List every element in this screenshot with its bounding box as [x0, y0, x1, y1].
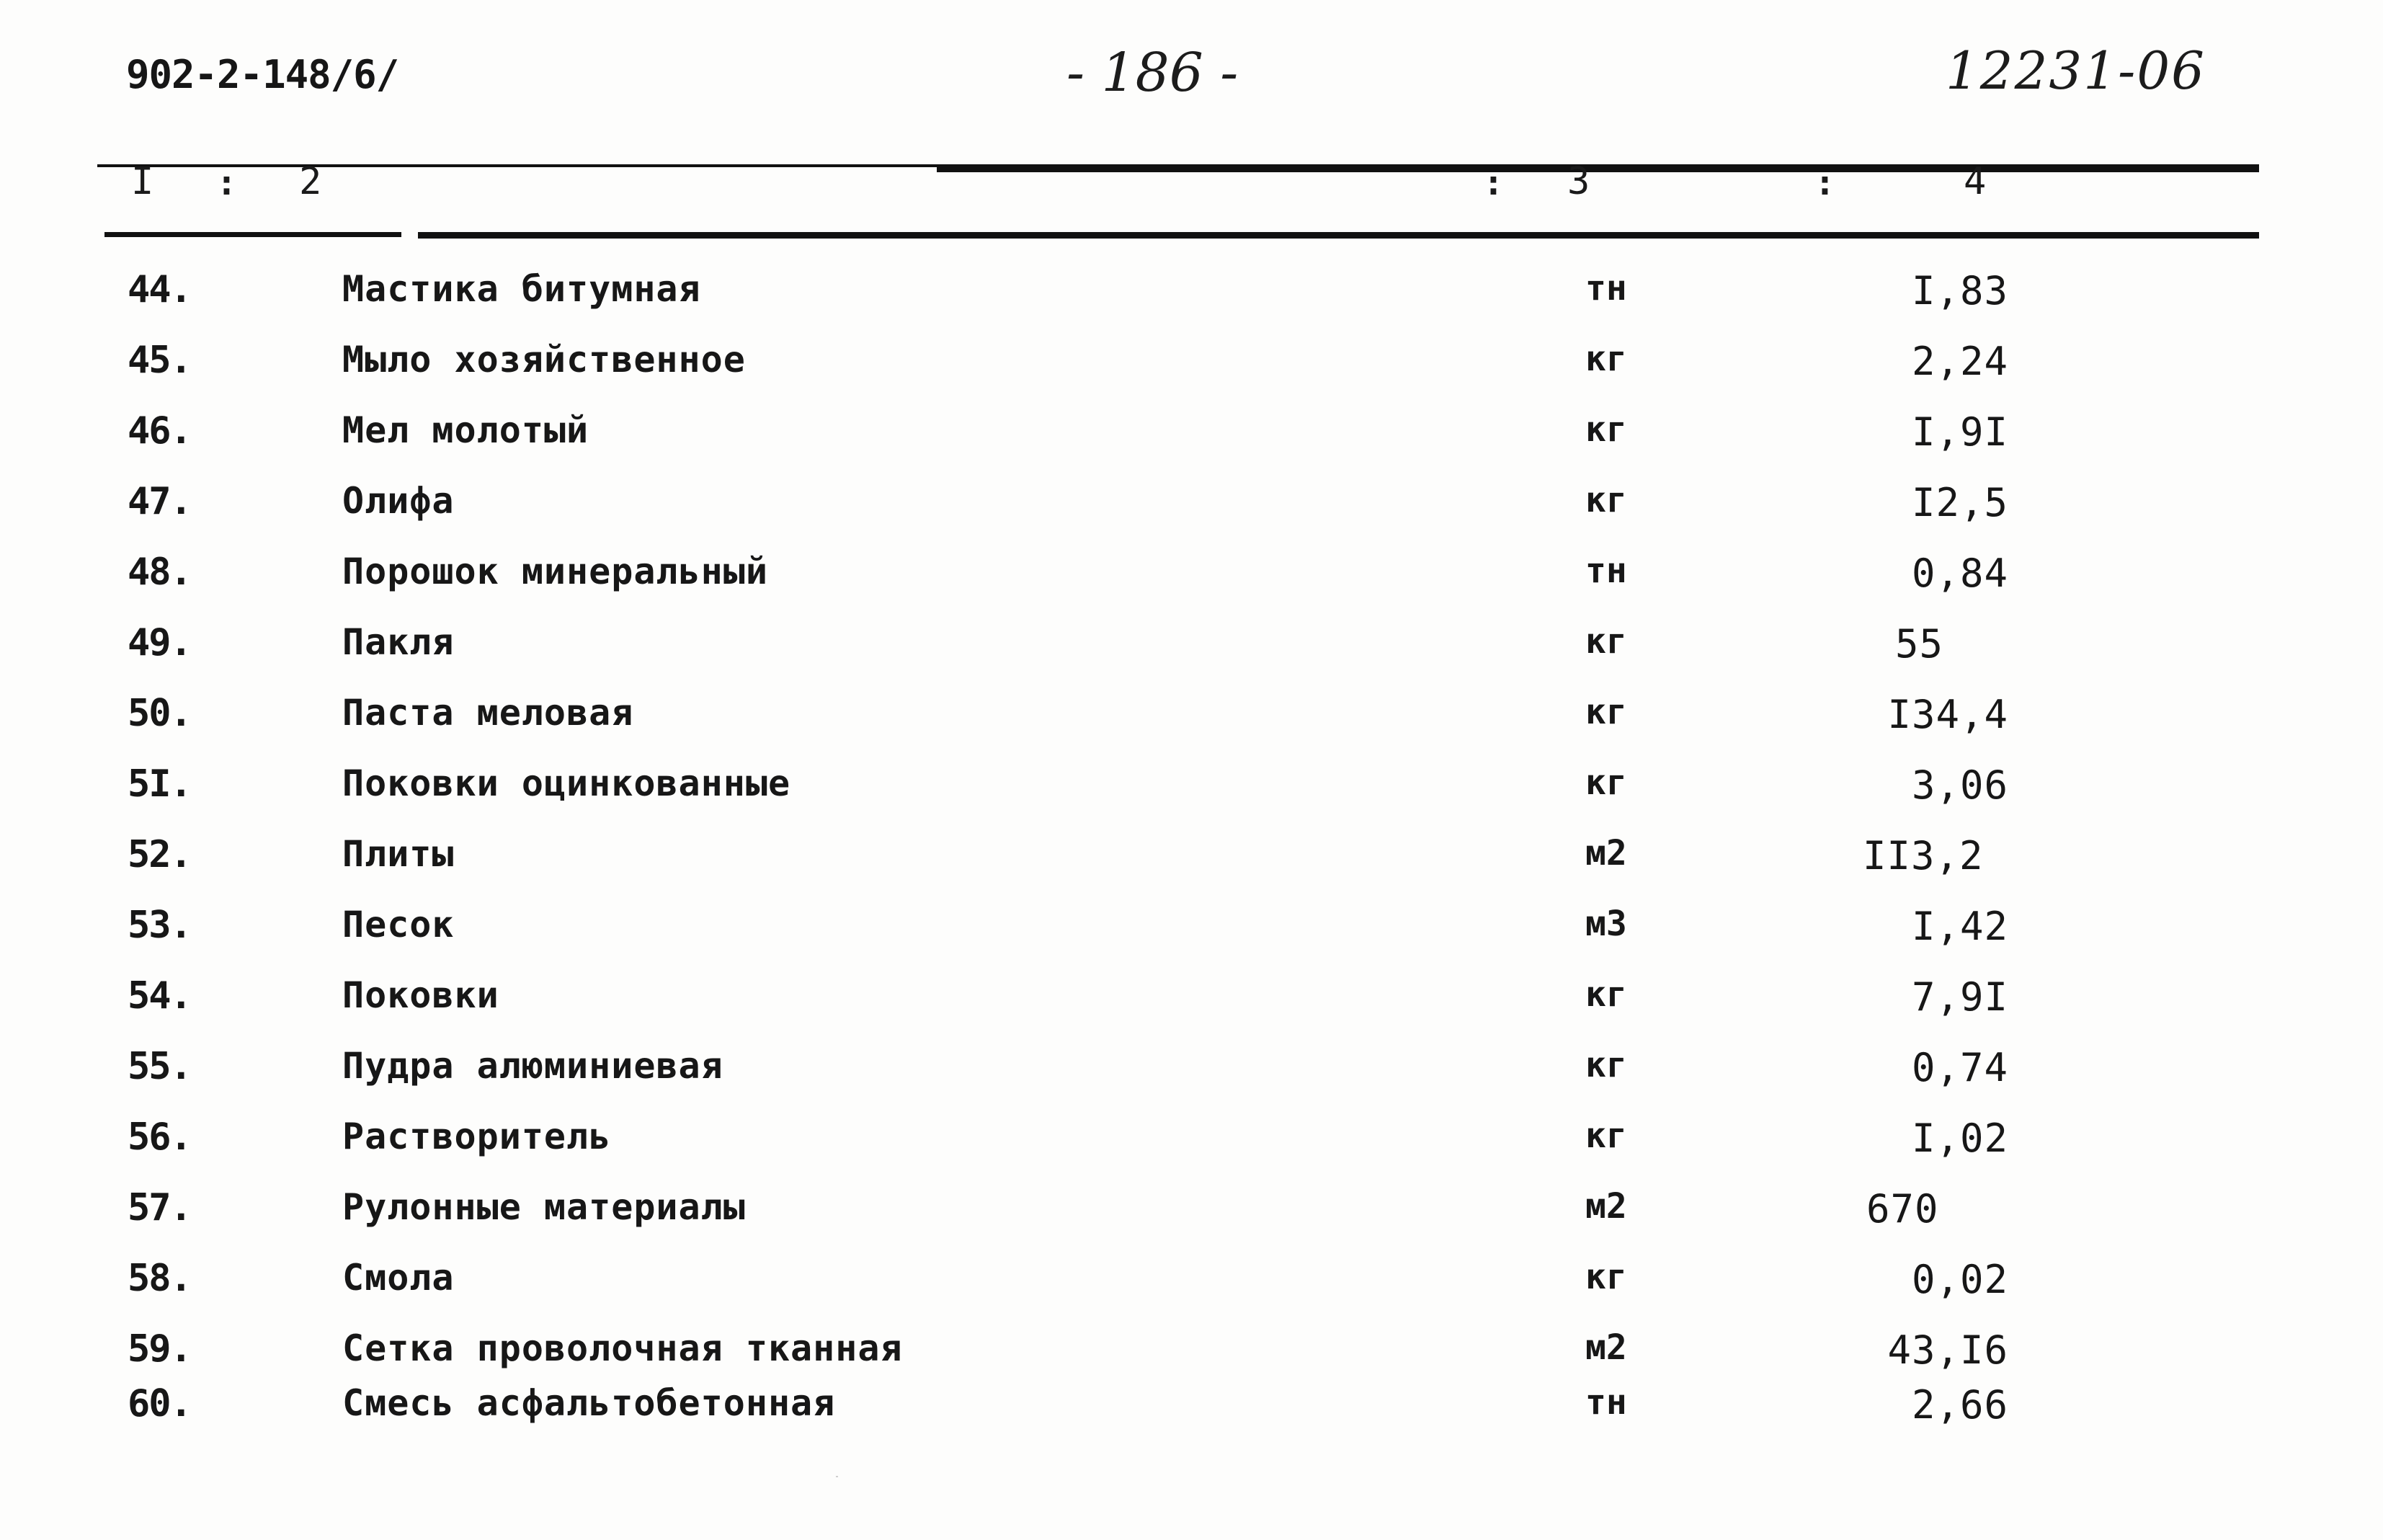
table-row — [0, 1186, 2383, 1244]
row-number: 55. — [128, 1045, 191, 1088]
material-name: Поковки оцинкованные — [342, 762, 791, 804]
material-name: Сетка проволочная тканная — [342, 1327, 903, 1369]
column-separator: : — [1814, 163, 1835, 203]
column-separator: : — [1483, 163, 1504, 203]
quantity: 3,06 — [1911, 762, 2008, 808]
table-row — [0, 1382, 2383, 1440]
header-bottom-rule — [418, 232, 2259, 239]
row-number: 46. — [128, 409, 191, 453]
unit-of-measure: тн — [1585, 1382, 1627, 1423]
unit-of-measure: кг — [1585, 974, 1627, 1015]
material-name: Пакля — [342, 621, 455, 663]
table-row — [0, 621, 2383, 679]
quantity: 2,66 — [1911, 1382, 2008, 1428]
table-row — [0, 1257, 2383, 1314]
table-row — [0, 762, 2383, 820]
material-name: Пудра алюминиевая — [342, 1045, 723, 1087]
unit-of-measure: кг — [1585, 762, 1627, 803]
unit-of-measure: тн — [1585, 268, 1627, 308]
quantity: I34,4 — [1887, 692, 2008, 737]
row-number: 53. — [128, 904, 191, 947]
row-number: 56. — [128, 1116, 191, 1159]
quantity: 7,9I — [1911, 974, 2008, 1020]
column-header-4: 4 — [1964, 160, 1987, 203]
row-number: 45. — [128, 339, 191, 382]
material-name: Мыло хозяйственное — [342, 339, 746, 380]
table-row — [0, 268, 2383, 326]
table-row — [0, 974, 2383, 1032]
unit-of-measure: кг — [1585, 621, 1627, 662]
quantity: 0,02 — [1911, 1257, 2008, 1302]
document-code: 902-2-148/6/ — [126, 52, 399, 97]
unit-of-measure: кг — [1585, 339, 1627, 379]
unit-of-measure: кг — [1585, 692, 1627, 732]
material-name: Смола — [342, 1257, 455, 1299]
table-row — [0, 551, 2383, 608]
material-name: Олифа — [342, 480, 455, 522]
page-number: - 186 - — [1066, 42, 1239, 104]
row-number: 60. — [128, 1382, 191, 1425]
column-header-1: I — [131, 160, 154, 203]
unit-of-measure: тн — [1585, 551, 1627, 591]
quantity: 0,84 — [1911, 551, 2008, 596]
quantity: 0,74 — [1911, 1045, 2008, 1090]
row-number: 48. — [128, 551, 191, 594]
quantity: I,83 — [1911, 268, 2008, 313]
row-number: 49. — [128, 621, 191, 664]
row-number: 54. — [128, 974, 191, 1018]
unit-of-measure: м2 — [1585, 1327, 1627, 1368]
scan-speck — [836, 1476, 838, 1477]
unit-of-measure: кг — [1585, 1045, 1627, 1085]
material-name: Паста меловая — [342, 692, 634, 734]
table-top-rule-thick — [937, 166, 2259, 172]
row-number: 44. — [128, 268, 191, 311]
quantity: 2,24 — [1911, 339, 2008, 384]
material-name: Порошок минеральный — [342, 551, 768, 592]
row-number: 5I. — [128, 762, 191, 806]
table-row — [0, 339, 2383, 396]
row-number: 52. — [128, 833, 191, 876]
quantity: I2,5 — [1911, 480, 2008, 525]
table-row — [0, 692, 2383, 749]
material-name: Поковки — [342, 974, 499, 1016]
header-bottom-rule — [104, 232, 401, 237]
quantity: 43,I6 — [1887, 1327, 2008, 1373]
material-name: Мастика битумная — [342, 268, 701, 310]
quantity: 55 — [1895, 621, 1944, 667]
quantity: II3,2 — [1863, 833, 1984, 878]
unit-of-measure: м3 — [1585, 904, 1627, 944]
column-header-2: 2 — [299, 160, 322, 203]
unit-of-measure: м2 — [1585, 833, 1627, 873]
column-separator: : — [216, 163, 237, 203]
unit-of-measure: кг — [1585, 409, 1627, 450]
table-row — [0, 1116, 2383, 1173]
unit-of-measure: кг — [1585, 1257, 1627, 1297]
column-header-3: 3 — [1567, 160, 1590, 203]
quantity: I,9I — [1911, 409, 2008, 455]
sheet-id: 12231-06 — [1946, 40, 2206, 101]
row-number: 50. — [128, 692, 191, 735]
row-number: 58. — [128, 1257, 191, 1300]
table-row — [0, 1045, 2383, 1103]
quantity: 670 — [1866, 1186, 1939, 1232]
quantity: I,02 — [1911, 1116, 2008, 1161]
row-number: 47. — [128, 480, 191, 523]
row-number: 57. — [128, 1186, 191, 1229]
quantity: I,42 — [1911, 904, 2008, 949]
table-row — [0, 833, 2383, 891]
material-name: Растворитель — [342, 1116, 612, 1157]
unit-of-measure: м2 — [1585, 1186, 1627, 1227]
table-row — [0, 480, 2383, 538]
material-name: Плиты — [342, 833, 455, 875]
table-row — [0, 904, 2383, 961]
material-name: Мел молотый — [342, 409, 589, 451]
unit-of-measure: кг — [1585, 480, 1627, 520]
unit-of-measure: кг — [1585, 1116, 1627, 1156]
material-name: Рулонные материалы — [342, 1186, 746, 1228]
material-name: Смесь асфальтобетонная — [342, 1382, 836, 1424]
table-row — [0, 409, 2383, 467]
row-number: 59. — [128, 1327, 191, 1371]
table-row — [0, 1327, 2383, 1385]
material-name: Песок — [342, 904, 455, 945]
